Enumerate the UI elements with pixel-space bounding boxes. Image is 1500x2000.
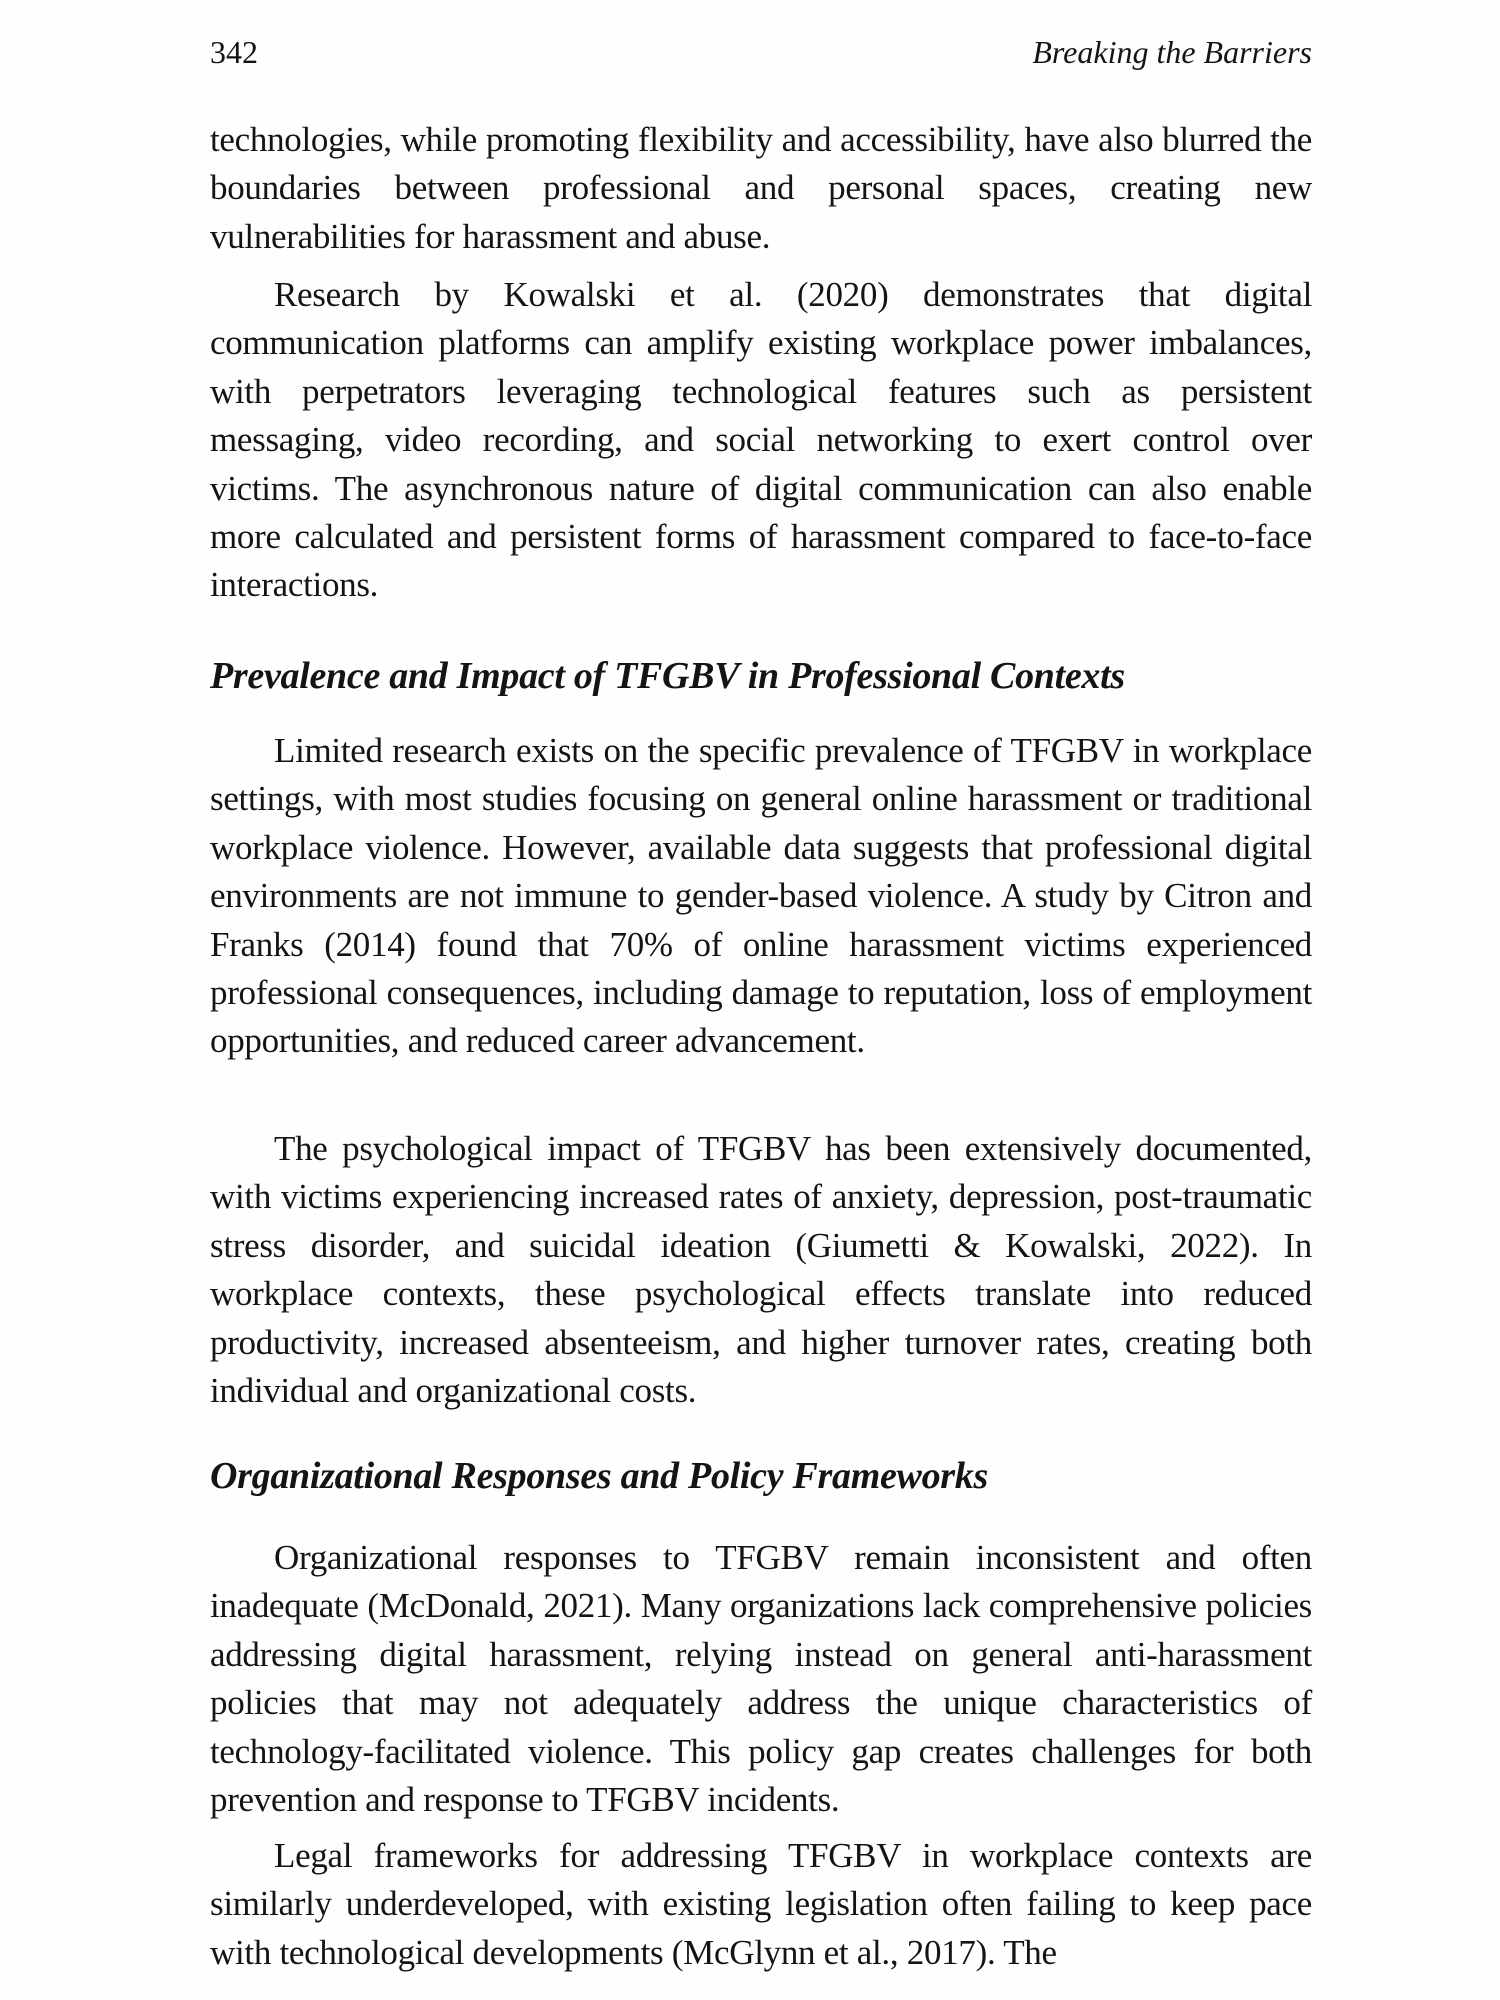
paragraph: Legal frameworks for addressing TFGBV in workplace contexts are similarly underdeveloped, with existing legislation often failing to keep pace with technological developments (McGlynn et al., 2017). The (210, 1836, 1312, 1972)
section-prevalence (210, 652, 1312, 700)
paragraph: Limited research exists on the specific prevalence of TFGBV in workplace settings, with most studies focusing on general online harassment or traditional workplace violence. However, available data suggests that professional digital environments are not immune to gender-based violence. A study by Citron and Franks (2014) found that 70% of online harassment victims experienced professional consequences, including damage to reputation, loss of employment opportunities, and reduced career advancement. (210, 731, 1312, 1061)
section-heading-organizational: Organizational Responses and Policy Frameworks (210, 1455, 988, 1497)
section-organizational (210, 1452, 1312, 1500)
paragraph-continued: technologies, while promoting flexibility and accessibility, have also blurred the boundaries between professional and personal spaces, creating new vulnerabilities for harassment and abuse. (210, 120, 1312, 256)
running-header (210, 30, 1312, 74)
paragraph: Organizational responses to TFGBV remain inconsistent and often inadequate (McDonald, 2021). Many organizations lack comprehensive policies addressing digital harassment, relying instead on general anti-harassment policies that may not adequately address the unique characteristics of technology-facilitated violence. This policy gap creates challenges for both prevention and response to TFGBV incidents. (210, 1538, 1312, 1820)
prevalence-paragraph-2 (210, 1125, 1312, 1415)
prevalence-paragraph-1 (210, 727, 1312, 1066)
intro-continuation (210, 116, 1312, 261)
organizational-paragraph-2 (210, 1832, 1312, 1977)
page-number: 342 (210, 34, 258, 70)
paragraph: The psychological impact of TFGBV has been extensively documented, with victims experiencing increased rates of anxiety, depression, post-traumatic stress disorder, and suicidal ideation (Giumetti & Kowalski, 2022). In workplace contexts, these psychological effects translate into reduced productivity, increased absenteeism, and higher turnover rates, creating both individual and organizational costs. (210, 1129, 1312, 1411)
intro-paragraph-kowalski (210, 271, 1312, 610)
section-heading-prevalence: Prevalence and Impact of TFGBV in Professional Contexts (210, 655, 1125, 697)
running-title: Breaking the Barriers (1032, 34, 1312, 70)
paragraph: Research by Kowalski et al. (2020) demonstrates that digital communication platforms can amplify existing workplace power imbalances, with perpetrators leveraging technological features such as persistent messaging, video recording, and social networking to exert control over victims. The asynchronous nature of digital communication can also enable more calculated and persistent forms of harassment compared to face-to-face interactions. (210, 275, 1312, 605)
organizational-paragraph-1 (210, 1534, 1312, 1824)
